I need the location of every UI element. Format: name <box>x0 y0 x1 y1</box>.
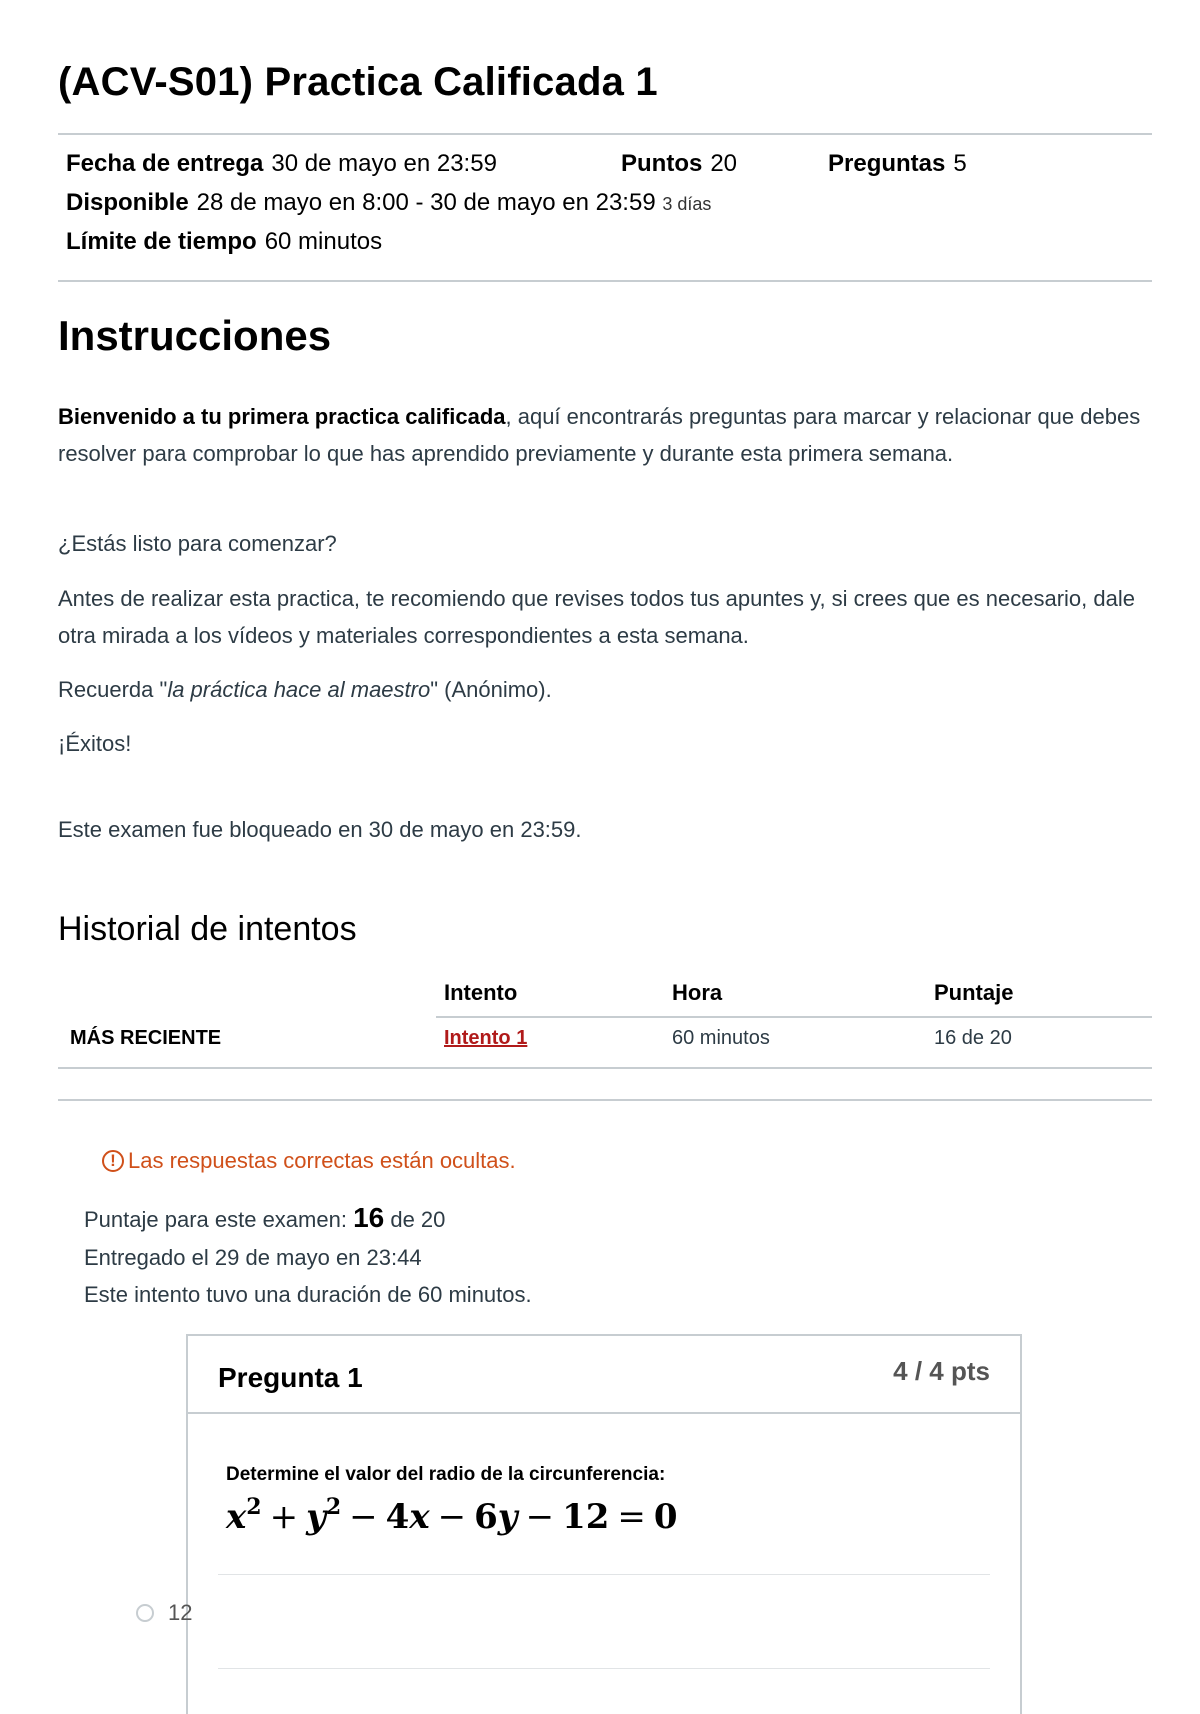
points <box>621 150 737 178</box>
time-limit-value: 60 minutos <box>264 228 383 255</box>
divider <box>58 280 1152 282</box>
time-limit-label: Límite de tiempo <box>66 228 257 255</box>
points-label: Puntos <box>621 150 703 177</box>
row-label: MÁS RECIENTE <box>70 1027 222 1049</box>
quiz-title: (ACV-S01) Practica Calificada 1 <box>58 60 658 104</box>
row-time: 60 minutos <box>672 1027 770 1049</box>
due-value: 30 de mayo en 23:59 <box>271 150 497 177</box>
column-header-attempt: Intento <box>444 980 518 1005</box>
instructions-paragraph-3: Antes de realizar esta practica, te recomiendo que revises todos tus apuntes y, si crees que es necesario, dale otra mirada a los vídeos y materiales correspondientes a esta semana. <box>58 586 1135 648</box>
instructions-heading: Instrucciones <box>58 312 332 359</box>
alert-icon: ! <box>102 1150 124 1172</box>
questions-count <box>828 150 967 178</box>
score-label: Puntaje para este examen: <box>84 1207 354 1232</box>
option-separator <box>218 1668 990 1669</box>
availability <box>66 189 711 217</box>
answers-hidden-notice <box>102 1148 516 1174</box>
column-header-time: Hora <box>672 980 723 1005</box>
quote-pre: Recuerda " <box>58 677 168 702</box>
welcome-rest: , aquí encontrarás preguntas para marcar y relacionar que debes resolver para comprobar lo que has aprendido previamente y durante esta primera semana. <box>58 404 1141 466</box>
quiz-score <box>84 1202 445 1234</box>
question-equation: $x^2 + y^2 - 4x - 6y - 12 = 0$ <box>226 1494 678 1537</box>
instructions-paragraph-5: ¡Éxitos! <box>58 731 132 756</box>
available-days: 3 días <box>662 194 712 214</box>
time-limit <box>66 228 382 256</box>
divider <box>58 133 1152 135</box>
locked-notice: Este examen fue bloqueado en 30 de mayo en 23:59. <box>58 817 582 842</box>
table-header-rule <box>436 1016 1152 1018</box>
points-value: 20 <box>710 150 738 177</box>
submitted-date: Entregado el 29 de mayo en 23:44 <box>84 1245 422 1270</box>
quote-post: " (Anónimo). <box>430 677 552 702</box>
divider <box>58 1099 1152 1101</box>
instructions-paragraph-1 <box>58 398 1152 472</box>
questions-value: 5 <box>953 150 967 177</box>
score-total: de 20 <box>384 1207 446 1232</box>
available-value: 28 de mayo en 8:00 - 30 de mayo en 23:59 <box>196 189 656 216</box>
question-text: Determine el valor del radio de la circunferencia: <box>226 1464 666 1485</box>
option-separator <box>218 1574 990 1575</box>
score-value: 16 <box>353 1202 385 1233</box>
question-points: 4 / 4 pts <box>893 1356 990 1386</box>
table-bottom-rule <box>58 1067 1152 1069</box>
welcome-bold: Bienvenido a tu primera practica calificada <box>58 404 506 429</box>
instructions-paragraph-2: ¿Estás listo para comenzar? <box>58 531 337 556</box>
question-title: Pregunta 1 <box>218 1362 363 1393</box>
attempt-link-cell <box>444 1027 527 1050</box>
answer-option[interactable] <box>136 1600 192 1626</box>
radio-button[interactable] <box>136 1604 154 1622</box>
attempt-1-link[interactable]: Intento 1 <box>444 1027 528 1049</box>
attempt-history-heading: Historial de intentos <box>58 910 357 948</box>
quote-italic: la práctica hace al maestro <box>167 677 431 702</box>
due-date <box>66 150 497 178</box>
attempt-duration: Este intento tuvo una duración de 60 minutos. <box>84 1282 532 1307</box>
answers-hidden-text: Las respuestas correctas están ocultas. <box>128 1148 516 1173</box>
instructions-paragraph-4 <box>58 671 1152 708</box>
question-header <box>188 1336 1020 1414</box>
questions-label: Preguntas <box>828 150 946 177</box>
answer-option-label: 12 <box>168 1600 193 1625</box>
question-card <box>186 1334 1022 1714</box>
available-label: Disponible <box>66 189 189 216</box>
row-score: 16 de 20 <box>934 1027 1012 1049</box>
due-label: Fecha de entrega <box>66 150 264 177</box>
column-header-score: Puntaje <box>934 980 1014 1005</box>
